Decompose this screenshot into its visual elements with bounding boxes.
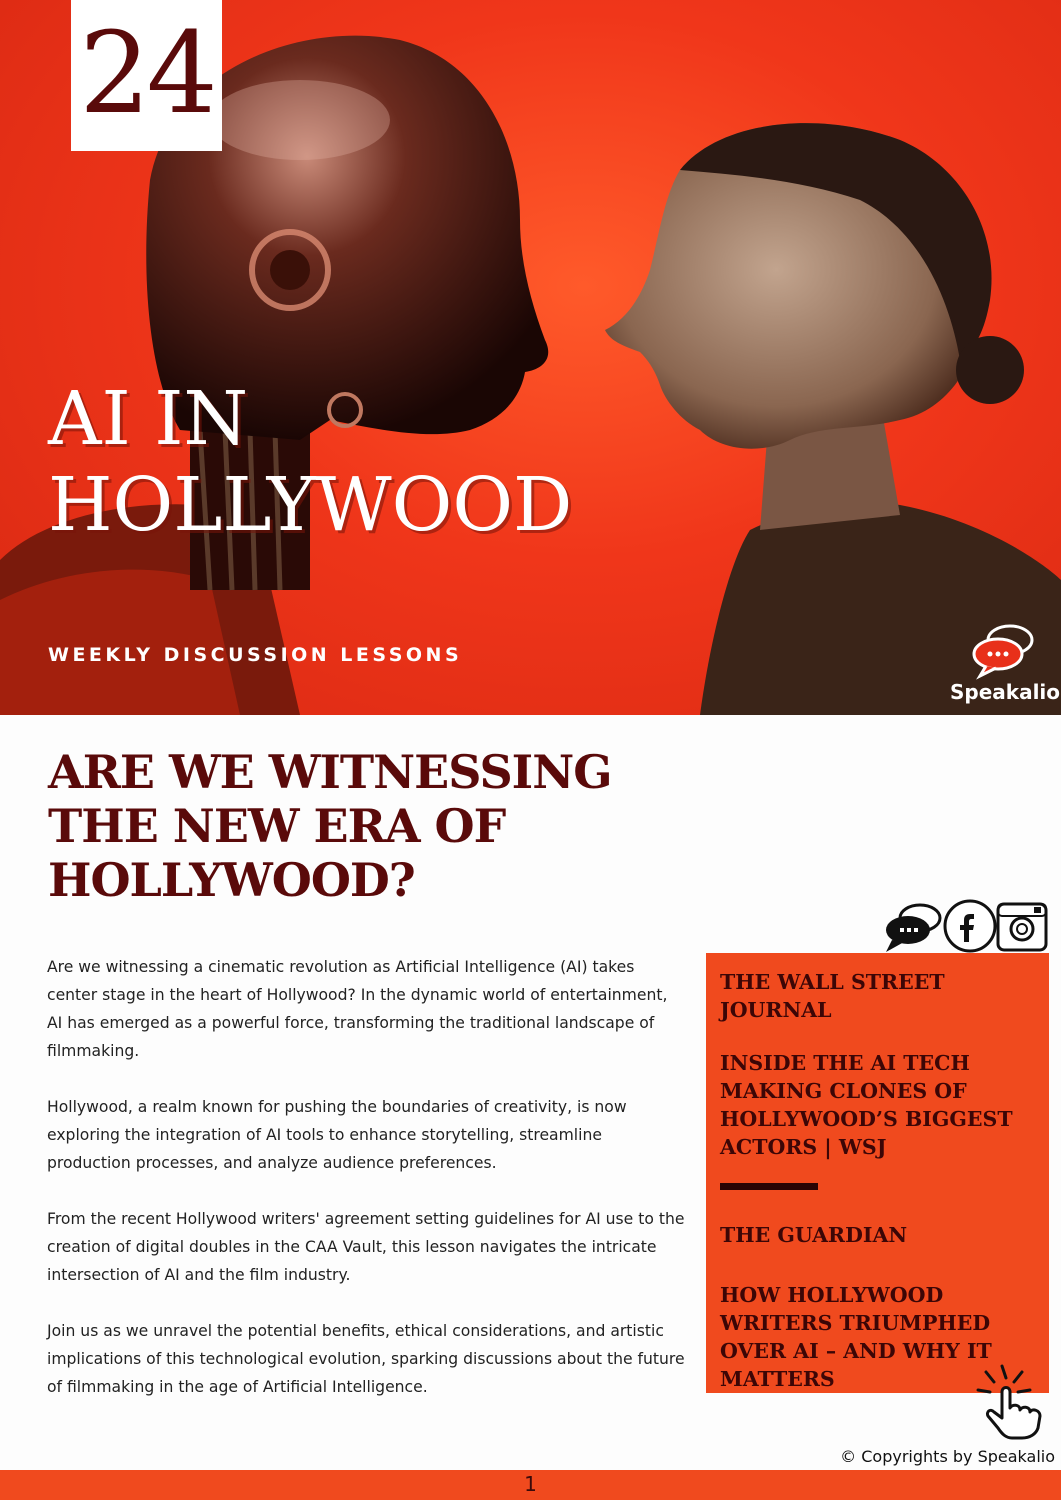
brand-name: Speakalio (950, 680, 1061, 704)
headline-line1: ARE WE WITNESSING (48, 745, 612, 799)
hero-title-line1: AI IN (48, 376, 249, 462)
footer-bar (0, 1470, 1061, 1500)
paragraph: From the recent Hollywood writers' agreement setting guidelines for AI use to the creation of digital doubles in the CAA Vault, this lesson navigates the intricate intersection of AI and the film industry. (47, 1210, 685, 1284)
speech-bubbles-icon (972, 622, 1038, 680)
instagram-icon[interactable] (998, 904, 1046, 950)
social-icons (882, 898, 1052, 956)
speech-bubble-icon[interactable] (886, 905, 940, 952)
paragraph: Are we witnessing a cinematic revolution as Artificial Intelligence (AI) takes center stage in the heart of Hollywood? In the dynamic world of entertainment, AI has emerged as a powerful force, transforming the traditional landscape of filmmaking. (47, 958, 668, 1060)
hero-banner (0, 0, 1061, 715)
issue-number-box (71, 0, 222, 151)
page-number: 1 (524, 1472, 537, 1496)
source2-name[interactable]: THE GUARDIAN (720, 1223, 908, 1247)
facebook-icon[interactable] (945, 901, 995, 951)
pointer-hand-icon (972, 1362, 1052, 1440)
headline-line2: THE NEW ERA OF (48, 799, 506, 853)
source1-name[interactable]: THE WALL STREET JOURNAL (720, 970, 945, 1022)
paragraph: Hollywood, a realm known for pushing the boundaries of creativity, is now exploring the integration of AI tools to enhance storytelling, streamline production processes, and analyze audience preferences. (47, 1098, 627, 1172)
paragraph: Join us as we unravel the potential benefits, ethical considerations, and artistic implications of this technological evolution, sparking discussions about the future of filmmaking in the age of Artificial Intelligence. (47, 1322, 685, 1396)
source1-title[interactable]: INSIDE THE AI TECH MAKING CLONES OF HOLLYWOOD’S BIGGEST ACTORS | WSJ (720, 1051, 1013, 1159)
article-body (47, 953, 687, 1429)
issue-number: 24 (79, 9, 214, 139)
headline-line3: HOLLYWOOD? (48, 853, 415, 907)
hero-title-line2: HOLLYWOOD (48, 462, 573, 548)
copyright-notice: © Copyrights by Speakalio (840, 1447, 1055, 1466)
sources-panel (706, 953, 1049, 1393)
divider (720, 1183, 818, 1190)
hero-title (48, 376, 572, 548)
article-headline (48, 745, 612, 907)
source2-title[interactable]: HOW HOLLYWOOD WRITERS TRIUMPHED OVER AI – AND WHY IT MATTERS (720, 1283, 992, 1391)
brand-logo (950, 622, 1060, 704)
hero-subtitle: WEEKLY DISCUSSION LESSONS (48, 644, 463, 666)
